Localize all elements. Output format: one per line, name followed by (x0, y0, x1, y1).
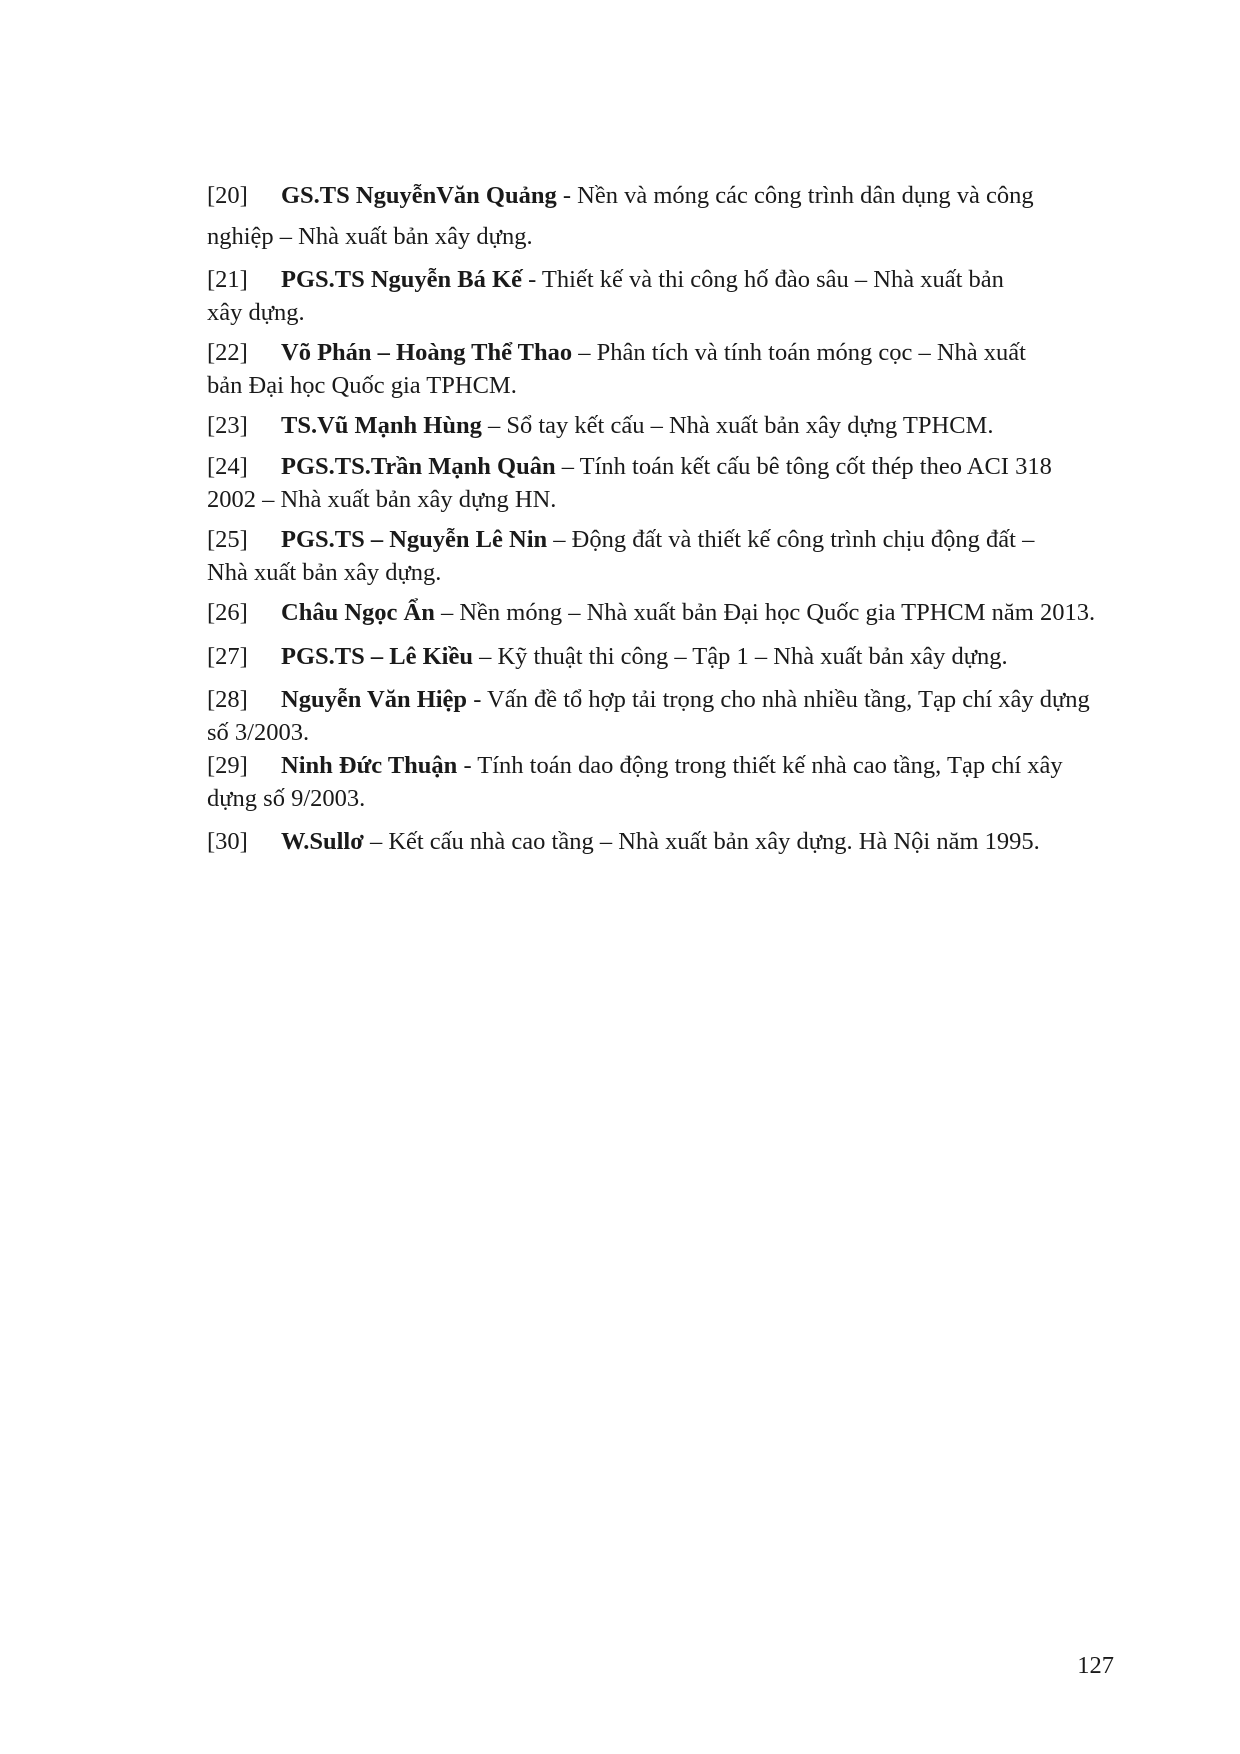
reference-continuation: số 3/2003. (207, 719, 310, 746)
reference-number: [28] (207, 686, 248, 713)
reference-entry (207, 825, 1127, 858)
reference-line (207, 683, 1127, 716)
reference-continuation: bản Đại học Quốc gia TPHCM. (207, 372, 517, 399)
reference-line (207, 336, 1127, 369)
reference-line (207, 749, 1127, 782)
reference-author: PGS.TS – Lê Kiều (281, 643, 473, 670)
reference-title: – Nền móng – Nhà xuất bản Đại học Quốc gia TPHCM năm 2013. (434, 599, 1096, 626)
reference-entry (207, 640, 1127, 673)
reference-line (207, 523, 1127, 556)
reference-continuation: 2002 – Nhà xuất bản xây dựng HN. (207, 486, 557, 513)
reference-author: TS.Vũ Mạnh Hùng (281, 412, 482, 439)
reference-line (207, 825, 1127, 858)
reference-line (207, 450, 1127, 483)
reference-number: [27] (207, 643, 248, 670)
reference-entry (207, 450, 1127, 516)
reference-author: Châu Ngọc Ẩn (281, 599, 435, 626)
reference-continuation: Nhà xuất bản xây dựng. (207, 559, 442, 586)
reference-entry (207, 596, 1127, 629)
reference-entry (207, 409, 1127, 442)
reference-number: [30] (207, 828, 248, 855)
reference-number: [24] (207, 453, 248, 480)
reference-author: PGS.TS.Trần Mạnh Quân (281, 453, 556, 480)
reference-title: – Phân tích và tính toán móng cọc – Nhà xuất (572, 339, 1026, 366)
reference-line (207, 173, 1127, 218)
reference-continuation: xây dựng. (207, 299, 305, 326)
reference-list (207, 173, 1127, 858)
reference-line (207, 263, 1127, 296)
reference-entry (207, 336, 1127, 402)
reference-title: – Động đất và thiết kế công trình chịu động đất – (547, 526, 1035, 553)
reference-author: W.Sullơ (281, 828, 364, 855)
reference-line (207, 409, 1127, 442)
reference-number: [22] (207, 339, 248, 366)
reference-title: - Vấn đề tổ hợp tải trọng cho nhà nhiều tầng, Tạp chí xây dựng (467, 686, 1090, 713)
reference-title: - Thiết kế và thi công hố đào sâu – Nhà xuất bản (521, 266, 1004, 293)
reference-number: [25] (207, 526, 248, 553)
reference-number: [29] (207, 752, 248, 779)
reference-title: - Tính toán dao động trong thiết kế nhà cao tầng, Tạp chí xây (457, 752, 1063, 779)
reference-title: – Tính toán kết cấu bê tông cốt thép theo ACI 318 (555, 453, 1052, 480)
reference-number: [20] (207, 182, 248, 209)
reference-line (207, 596, 1127, 629)
reference-author: PGS.TS Nguyễn Bá Kế (281, 266, 522, 293)
reference-line (207, 640, 1127, 673)
reference-entry (207, 749, 1127, 815)
reference-author: Võ Phán – Hoàng Thể Thao (281, 339, 573, 366)
reference-number: [26] (207, 599, 248, 626)
reference-author: Nguyễn Văn Hiệp (281, 686, 468, 713)
reference-title: – Sổ tay kết cấu – Nhà xuất bản xây dựng TPHCM. (481, 412, 994, 439)
reference-number: [21] (207, 266, 248, 293)
reference-continuation: nghiệp – Nhà xuất bản xây dựng. (207, 223, 533, 250)
reference-entry (207, 263, 1127, 329)
reference-number: [23] (207, 412, 248, 439)
reference-entry (207, 523, 1127, 589)
reference-title: – Kết cấu nhà cao tầng – Nhà xuất bản xây dựng. Hà Nội năm 1995. (363, 828, 1040, 855)
reference-title: - Nền và móng các công trình dân dụng và công (556, 182, 1034, 209)
reference-entry (207, 683, 1127, 749)
reference-title: – Kỹ thuật thi công – Tập 1 – Nhà xuất bản xây dựng. (472, 643, 1008, 670)
reference-author: PGS.TS – Nguyễn Lê Nin (281, 526, 548, 553)
reference-continuation: dựng số 9/2003. (207, 785, 366, 812)
reference-author: GS.TS NguyễnVăn Quảng (281, 182, 557, 209)
page-number: 127 (1077, 1652, 1114, 1679)
reference-author: Ninh Đức Thuận (281, 752, 458, 779)
reference-entry (207, 173, 1127, 256)
